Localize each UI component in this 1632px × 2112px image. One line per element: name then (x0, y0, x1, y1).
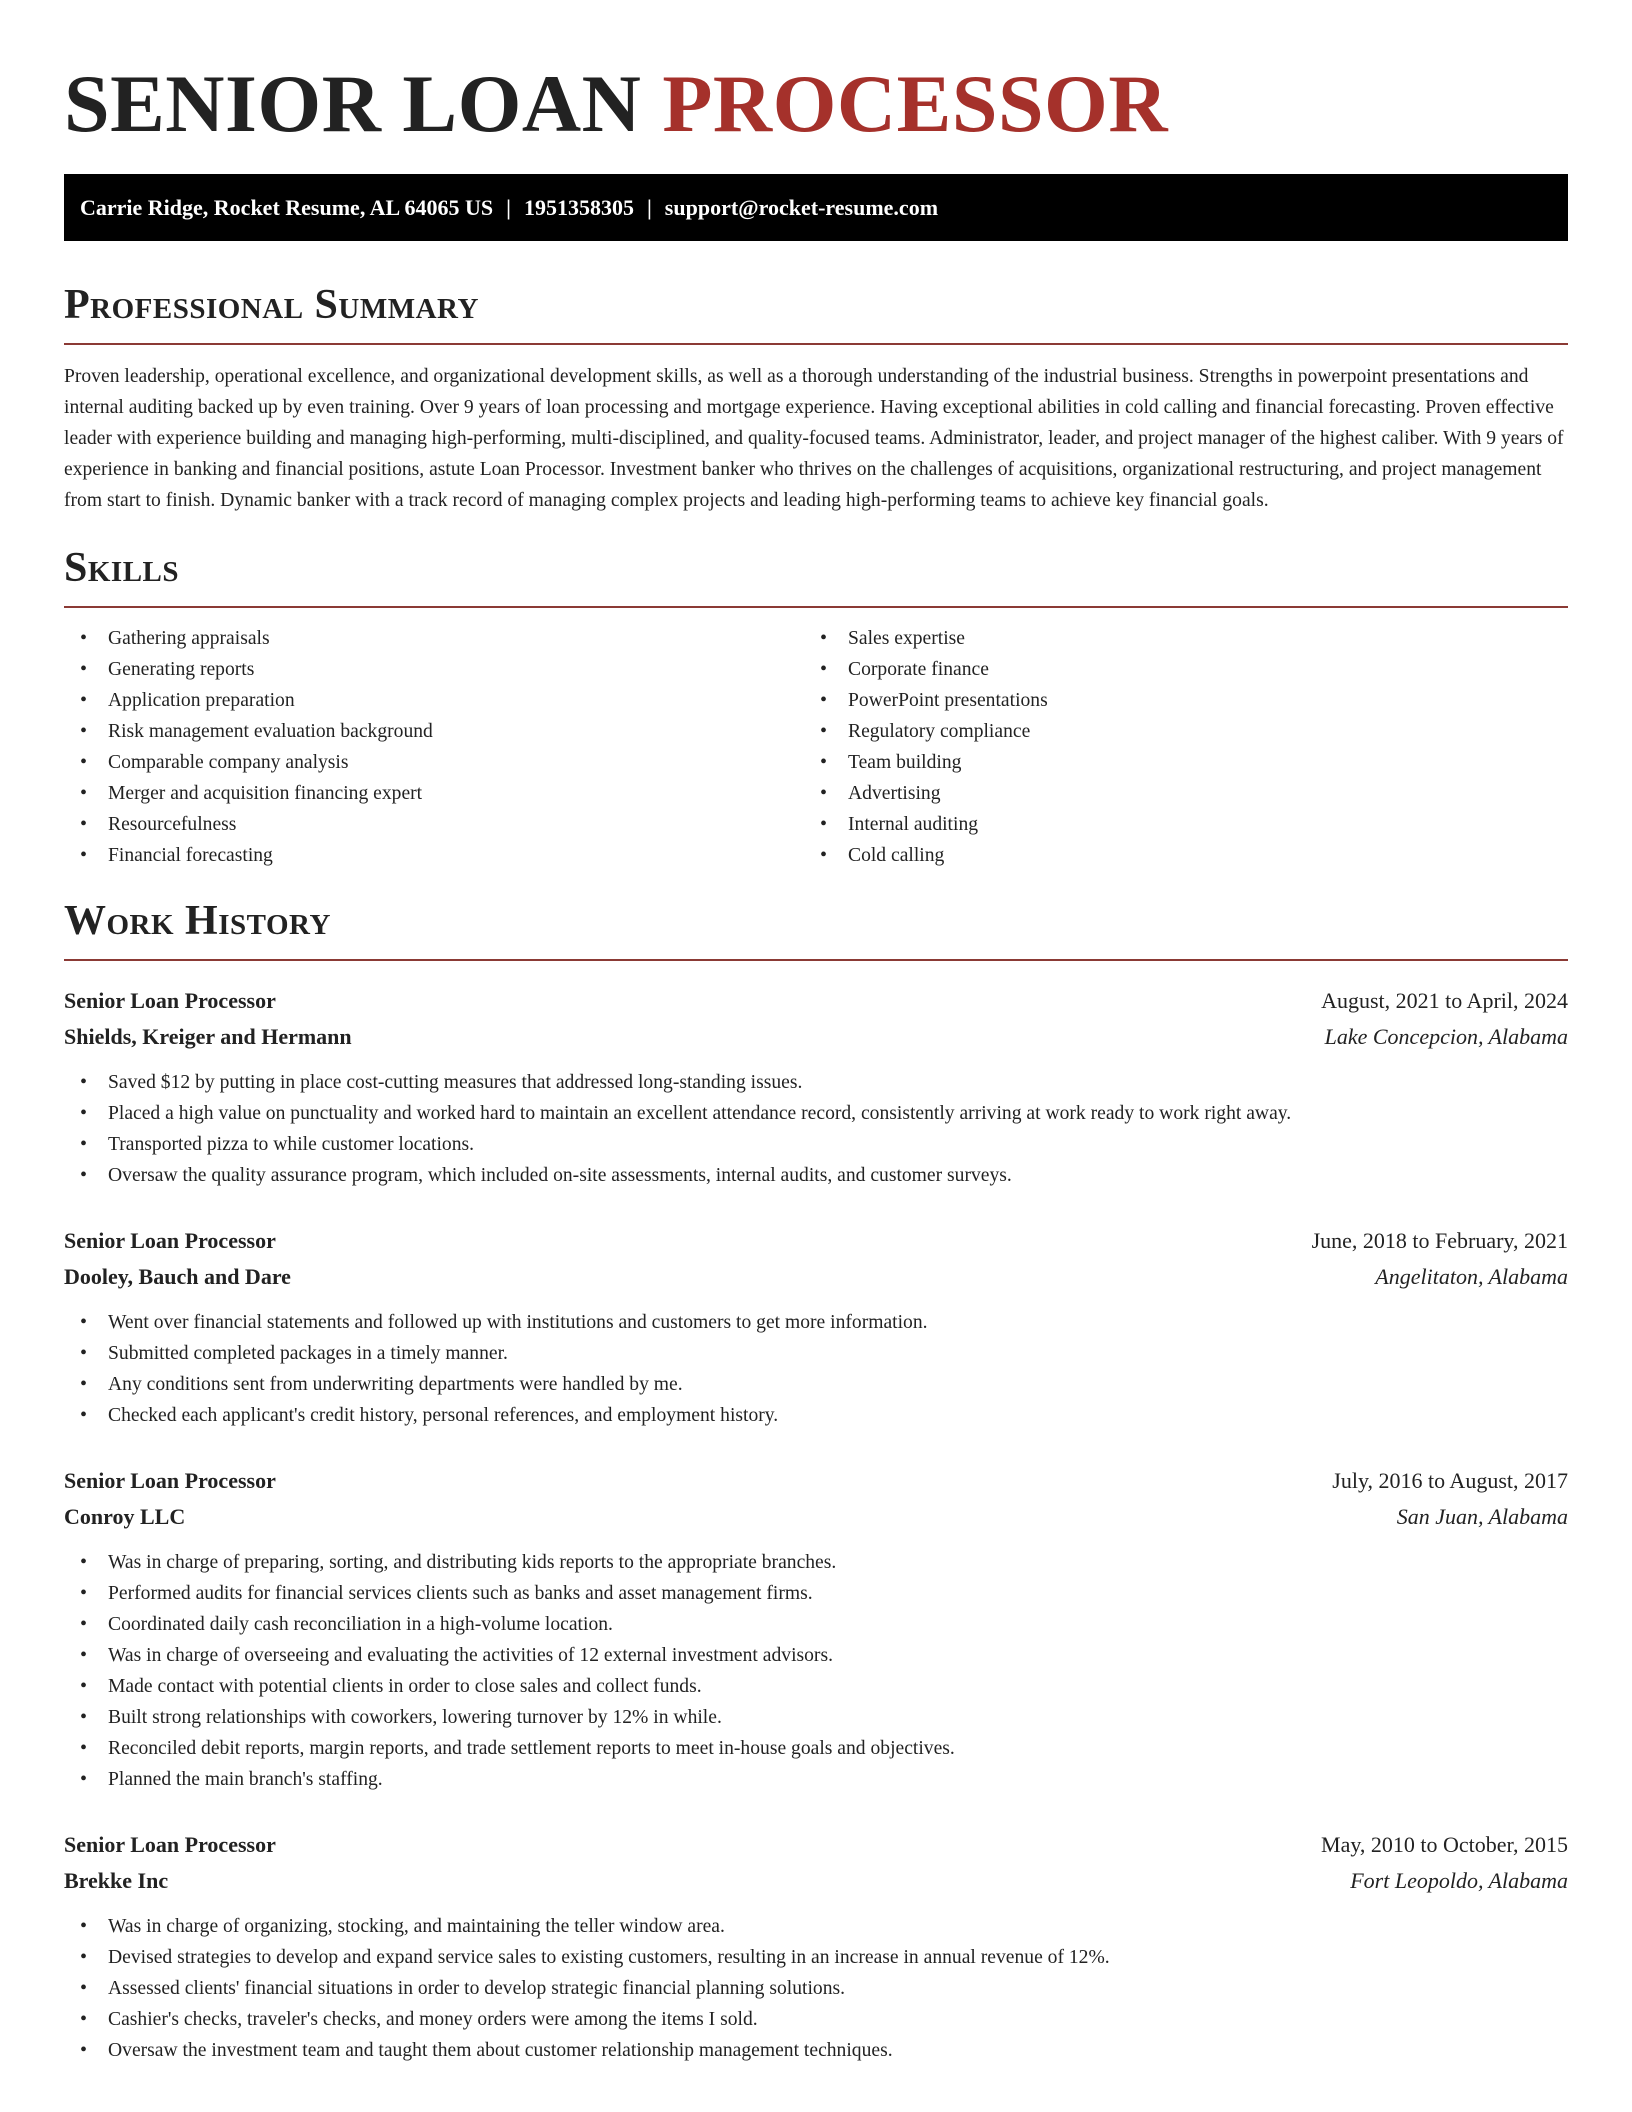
job-bullet-list (64, 1547, 1568, 1795)
job-bullet: • Reconciled debit reports, margin reports, and trade settlement reports to meet in-house goals and objectives. (64, 1733, 1568, 1764)
job-dates: August, 2021 to April, 2024 (1321, 988, 1568, 1013)
contact-email: support@rocket-resume.com (664, 195, 939, 220)
job-bullet: • Was in charge of overseeing and evaluating the activities of 12 external investment advisors. (64, 1640, 1568, 1671)
job-bullet: • Devised strategies to develop and expand service sales to existing customers, resulting in an increase in annual revenue of 12%. (64, 1942, 1568, 1973)
job-bullet: • Cashier's checks, traveler's checks, and money orders were among the items I sold. (64, 2004, 1568, 2035)
job-bullet: • Was in charge of organizing, stocking, and maintaining the teller window area. (64, 1911, 1568, 1942)
job-bullet: • Coordinated daily cash reconciliation in a high-volume location. (64, 1609, 1568, 1640)
title-part-1: SENIOR LOAN (64, 58, 642, 149)
summary-text: Proven leadership, operational excellence, and organizational development skills, as well as a thorough understanding of the industrial business. Strengths in powerpoint presentations and internal auditing backed up by even training. Over 9 years of loan processing and mortgage experience. Having exceptional abilities in cold calling and financial forecasting. Proven effective leader with experience building and managing high-performing, multi-disciplined, and quality-focused teams. Administrator, leader, and project manager of the highest caliber. With 9 years of experience in banking and financial positions, astute Loan Processor. Investment banker who thrives on the challenges of acquisitions, organizational restructuring, and project management from start to finish. Dynamic banker with a track record of managing complex projects and leading high-performing teams to achieve key financial goals. (64, 366, 1564, 511)
skill-item: • Comparable company analysis (64, 747, 804, 778)
skill-item: • Risk management evaluation background (64, 716, 804, 747)
section-divider (64, 606, 1568, 608)
job-header-row (64, 1827, 1568, 1863)
job-bullet: • Went over financial statements and followed up with institutions and customers to get more information. (64, 1307, 1568, 1338)
contact-separator: | (646, 195, 652, 220)
job-bullet: • Planned the main branch's staffing. (64, 1764, 1568, 1795)
title-part-2: PROCESSOR (662, 58, 1169, 149)
job-employer-row (64, 1499, 1568, 1535)
job-location: San Juan, Alabama (1396, 1504, 1568, 1529)
job-title: Senior Loan Processor (64, 1228, 276, 1253)
job-dates: May, 2010 to October, 2015 (1321, 1832, 1568, 1857)
job-header-row (64, 1223, 1568, 1259)
skill-item: • PowerPoint presentations (804, 685, 1544, 716)
job-title: Senior Loan Processor (64, 1468, 276, 1493)
skill-item: • Regulatory compliance (804, 716, 1544, 747)
job-company: Conroy LLC (64, 1504, 186, 1529)
section-heading-summary: Professional Summary (64, 282, 479, 328)
skill-item: • Gathering appraisals (64, 623, 804, 654)
job-header-row (64, 983, 1568, 1019)
job-bullet: • Placed a high value on punctuality and worked hard to maintain an excellent attendance record, consistently arriving at work ready to work right away. (64, 1098, 1568, 1129)
skill-item: • Generating reports (64, 654, 804, 685)
skill-item: • Resourcefulness (64, 809, 804, 840)
job-employer-row (64, 1019, 1568, 1055)
skill-item: • Sales expertise (804, 623, 1544, 654)
job-bullet: • Saved $12 by putting in place cost-cutting measures that addressed long-standing issues. (64, 1067, 1568, 1098)
skill-item: • Cold calling (804, 840, 1544, 871)
work-history-section (64, 895, 1568, 2066)
section-divider (64, 343, 1568, 345)
skill-item: • Financial forecasting (64, 840, 804, 871)
job-title: Senior Loan Processor (64, 1832, 276, 1857)
skill-item: • Application preparation (64, 685, 804, 716)
job-company: Brekke Inc (64, 1868, 169, 1893)
resume-title (64, 0, 1568, 150)
job-dates: June, 2018 to February, 2021 (1311, 1228, 1568, 1253)
job-bullet: • Transported pizza to while customer locations. (64, 1129, 1568, 1160)
job-bullet: • Performed audits for financial services clients such as banks and asset management firms. (64, 1578, 1568, 1609)
contact-address: Carrie Ridge, Rocket Resume, AL 64065 US (80, 195, 494, 220)
job-bullet: • Made contact with potential clients in order to close sales and collect funds. (64, 1671, 1568, 1702)
job-bullet: • Oversaw the quality assurance program, which included on-site assessments, internal audits, and customer surveys. (64, 1160, 1568, 1191)
job-list (64, 983, 1568, 2066)
skills-column-right (804, 623, 1544, 871)
job-company: Dooley, Bauch and Dare (64, 1264, 291, 1289)
skills-section (64, 542, 1568, 871)
job-bullet: • Checked each applicant's credit history, personal references, and employment history. (64, 1400, 1568, 1431)
job-bullet: • Was in charge of preparing, sorting, and distributing kids reports to the appropriate branches. (64, 1547, 1568, 1578)
job-entry (64, 1827, 1568, 2066)
skills-column-left (64, 623, 804, 871)
job-employer-row (64, 1259, 1568, 1295)
skill-item: • Internal auditing (804, 809, 1544, 840)
contact-separator: | (506, 195, 511, 220)
job-entry (64, 1463, 1568, 1795)
section-divider (64, 959, 1568, 961)
job-dates: July, 2016 to August, 2017 (1332, 1468, 1568, 1493)
skills-grid (64, 623, 1568, 871)
job-header-row (64, 1463, 1568, 1499)
professional-summary-section (64, 279, 1568, 516)
section-heading-skills: Skills (64, 545, 180, 591)
job-title: Senior Loan Processor (64, 988, 276, 1013)
job-location: Fort Leopoldo, Alabama (1350, 1868, 1568, 1893)
contact-phone: 1951358305 (523, 195, 634, 220)
job-bullet: • Any conditions sent from underwriting departments were handled by me. (64, 1369, 1568, 1400)
job-bullet: • Assessed clients' financial situations in order to develop strategic financial planning solutions. (64, 1973, 1568, 2004)
skill-item: • Corporate finance (804, 654, 1544, 685)
job-bullet-list (64, 1911, 1568, 2066)
job-bullet-list (64, 1307, 1568, 1431)
contact-bar (64, 174, 1568, 241)
skill-item: • Team building (804, 747, 1544, 778)
job-company: Shields, Kreiger and Hermann (64, 1024, 352, 1049)
skill-item: • Merger and acquisition financing expert (64, 778, 804, 809)
job-bullet: • Submitted completed packages in a timely manner. (64, 1338, 1568, 1369)
section-heading-work-history: Work History (64, 898, 331, 944)
job-entry (64, 983, 1568, 1191)
skill-item: • Advertising (804, 778, 1544, 809)
job-entry (64, 1223, 1568, 1431)
job-bullet-list (64, 1067, 1568, 1191)
job-employer-row (64, 1863, 1568, 1899)
job-location: Lake Concepcion, Alabama (1324, 1024, 1568, 1049)
job-location: Angelitaton, Alabama (1375, 1264, 1568, 1289)
job-bullet: • Built strong relationships with coworkers, lowering turnover by 12% in while. (64, 1702, 1568, 1733)
job-bullet: • Oversaw the investment team and taught them about customer relationship management techniques. (64, 2035, 1568, 2066)
